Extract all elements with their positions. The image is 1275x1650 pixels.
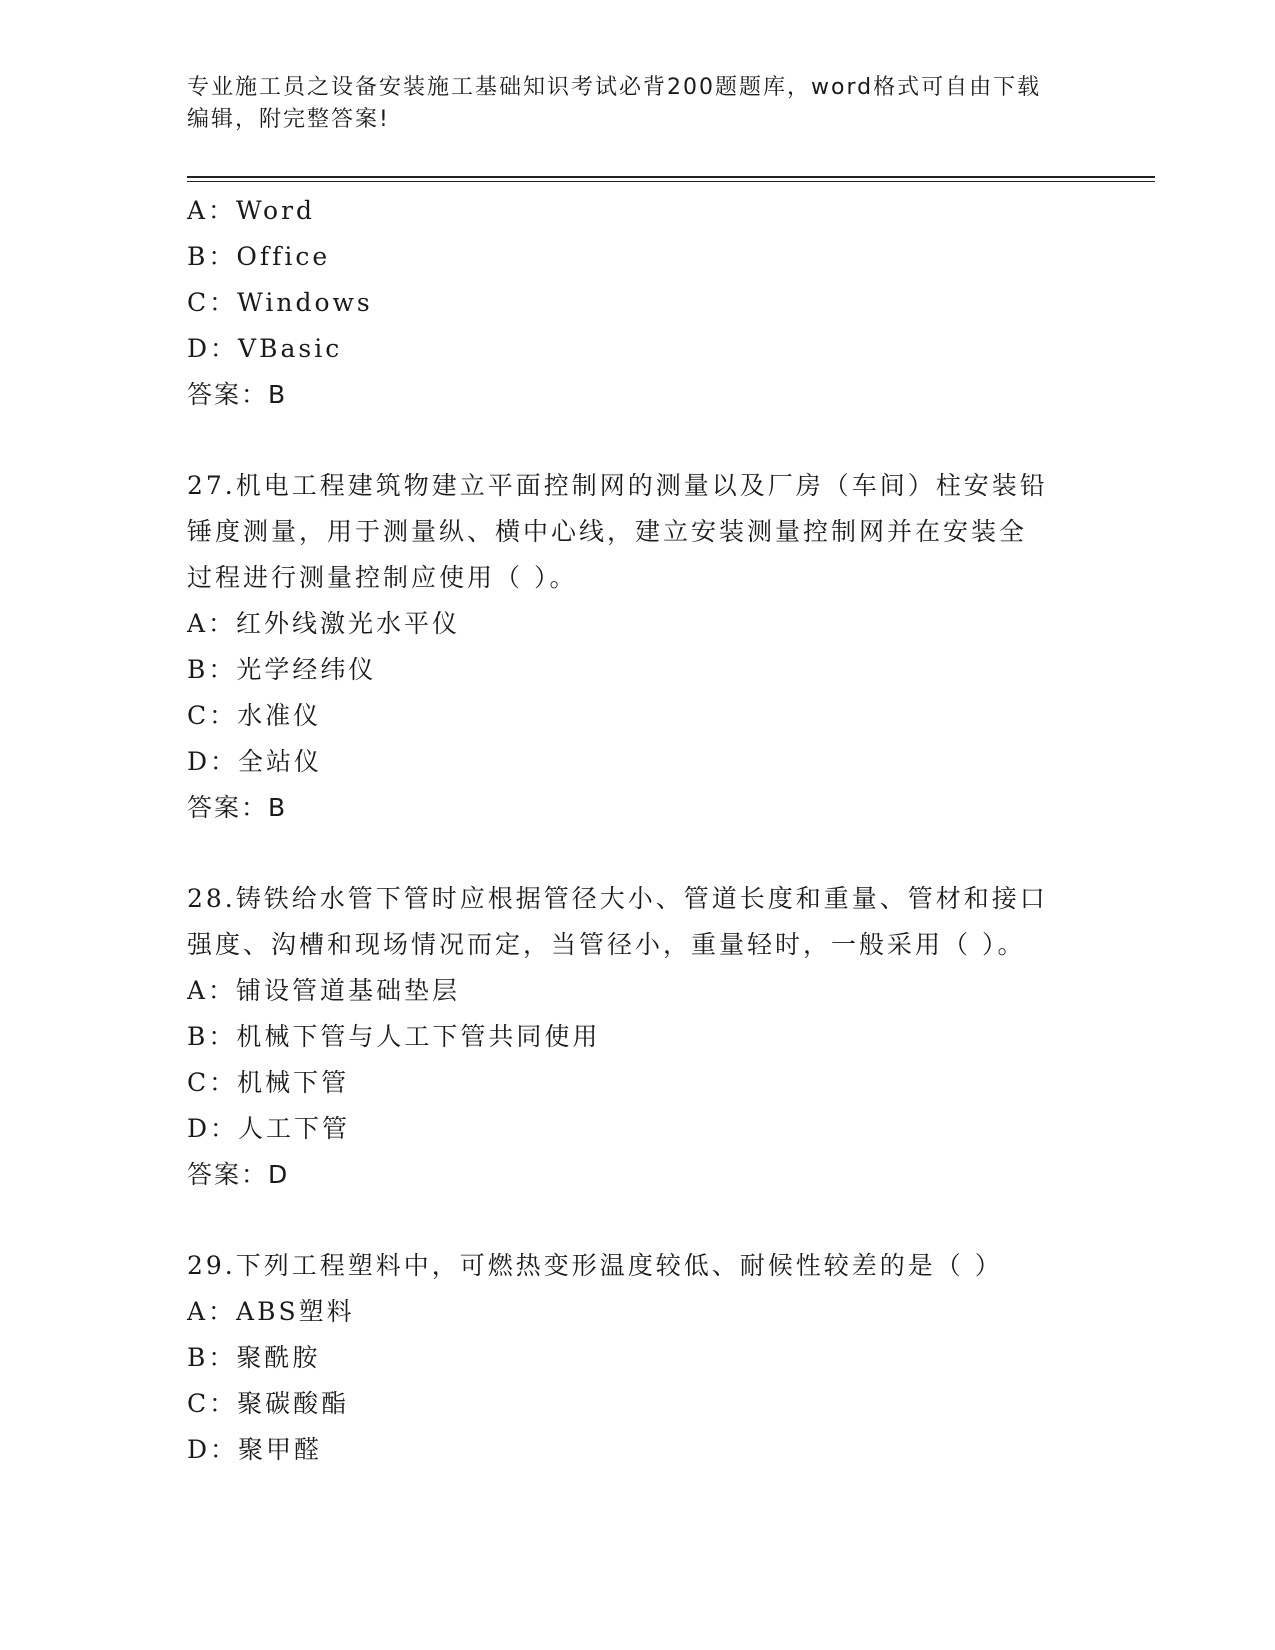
option-a: A：红外线激光水平仪 [187,609,461,638]
question-text-line: 27.机电工程建筑物建立平面控制网的测量以及厂房（车间）柱安装铅 [187,471,1048,500]
option-b: B：Office [187,242,331,271]
question-27 [187,463,1087,831]
document-header [187,72,1067,136]
question-text-line: 强度、沟槽和现场情况而定，当管径小，重量轻时，一般采用（ ）。 [187,930,1026,959]
question-text-line: 锤度测量，用于测量纵、横中心线，建立安装测量控制网并在安装全 [187,517,1028,546]
option-a: A：铺设管道基础垫层 [187,976,461,1005]
option-d: D：VBasic [187,334,343,363]
header-title-line-1: 专业施工员之设备安装施工基础知识考试必背200题题库，word格式可自由下载 [187,75,1042,100]
question-text-line: 过程进行测量控制应使用（ ）。 [187,563,578,592]
option-d: D：全站仪 [187,747,323,776]
question-text-line: 29.下列工程塑料中，可燃热变形温度较低、耐候性较差的是（ ） [187,1251,1003,1280]
header-rule-thick [187,176,1155,178]
option-d: D：聚甲醛 [187,1435,323,1464]
answer-line: 答案：B [187,793,288,822]
option-c: C：聚碳酸酯 [187,1389,350,1418]
question-content [187,188,1087,1473]
option-b: B：光学经纬仪 [187,655,377,684]
question-26 [187,188,1087,418]
option-c: C：机械下管 [187,1068,350,1097]
header-rule-thin [187,181,1155,182]
option-b: B：机械下管与人工下管共同使用 [187,1022,601,1051]
option-a: A：Word [187,196,316,225]
option-d: D：人工下管 [187,1114,351,1143]
question-28 [187,876,1087,1198]
question-29 [187,1243,1087,1473]
option-b: B：聚酰胺 [187,1343,321,1372]
option-c: C：Windows [187,288,373,317]
question-text-line: 28.铸铁给水管下管时应根据管径大小、管道长度和重量、管材和接口 [187,884,1048,913]
header-title-line-2: 编辑，附完整答案! [187,107,390,132]
option-a: A：ABS塑料 [187,1297,355,1326]
answer-line: 答案：B [187,380,288,409]
option-c: C：水准仪 [187,701,322,730]
answer-line: 答案：D [187,1160,290,1189]
